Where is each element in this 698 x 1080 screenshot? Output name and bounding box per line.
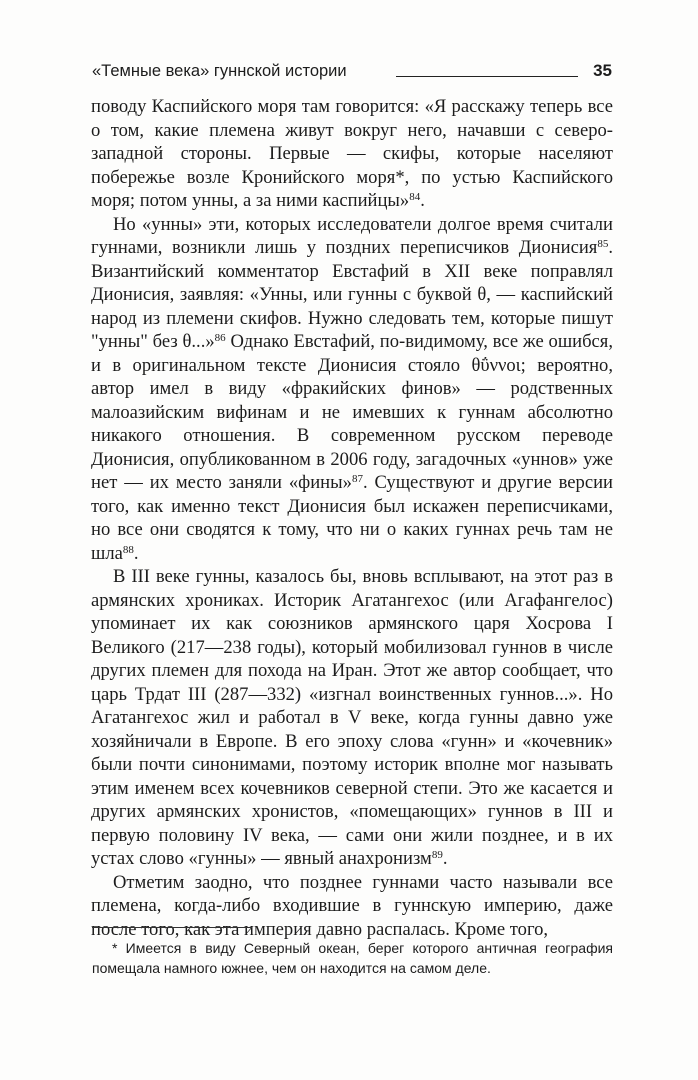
paragraph [91, 95, 613, 213]
footnote-ref: 88 [122, 543, 134, 556]
footnote [92, 938, 613, 978]
paragraph-text: . [133, 542, 139, 564]
paragraph-text: Отметим заодно, что позднее гуннами часто называли все племена, когда-либо входившие в гуннскую империю, даже после того, как эта империя давно распалась. Кроме того, [91, 871, 613, 940]
paragraph-text: В III веке гунны, казалось бы, вновь всплывают, на этот раз в армянских хрониках. Историк Агатангехос (или Агафангелос) упоминает их как союзников армянского царя Хосрова I Великого (217—238 годы), который мобилизовал гуннов в числе других племен для похода на Иран. Этот же автор сообщает, что царь Трдат III (287—332) «изгнал воинственных гуннов...». Но Агатангехос жил и работал в V веке, когда гунны давно уже хозяйничали в Европе. В его эпоху слова «гунн» и «кочевник» были почти синонимами, поэтому историк вполне мог называть этим именем всех кочевников северной степи. Это же касается и других армянских хронистов, «помещающих» гуннов в III и первую половину IV века, — сами они жили позднее, и в их устах слово «гунны» — явный анахронизм [91, 566, 613, 869]
paragraph-text: . [442, 848, 448, 869]
paragraph [91, 565, 613, 871]
paragraph-text: . Византийский комментатор Евстафий в XII веке поправлял Дионисия, заявляя: «Унны, или гунны с буквой θ, — каспийский народ из племени скифов. Нужно следовать тем, которые пишут "унны" без θ...» [91, 237, 613, 352]
paragraph-text: . Существуют и другие версии того, как именно текст Дионисия был искажен переписчиками, но все они сводятся к тому, что ни о каких гуннах речь там не шла [91, 472, 613, 564]
running-header [92, 62, 612, 86]
page-number: 35 [593, 61, 612, 80]
paragraph-text: Однако Евстафий, по-видимому, все же ошибся, и в оригинальном тексте Дионисия стояло θΰννοι; вероятно, автор имел в виду «фракийских финов» — родственных малоазийским вифинам и не имевших к гуннам абсолютно никакого отношения. В современном русском переводе Дионисия, опубликованном в 2006 году, загадочных «уннов» уже нет — их место заняли «фины» [91, 331, 614, 493]
footnote-ref: 89 [431, 849, 443, 861]
footnote-ref: 86 [214, 332, 226, 344]
footnote-ref: 87 [351, 473, 363, 485]
footnote-rule [92, 927, 252, 928]
footnote-text: * Имеется в виду Северный океан, берег которого античная география помещала намного южнее, чем он находится на самом деле. [92, 940, 613, 976]
header-rule [396, 76, 578, 77]
footnote-ref: 84 [409, 191, 421, 203]
running-title: «Темные века» гуннской истории [92, 62, 347, 80]
paragraph-text: поводу Каспийского моря там говорится: «Я расскажу теперь все о том, какие племена живут вокруг него, начавши с северо-западной стороны. Первые — скифы, которые населяют побережье возле Кронийского моря*, по устью Каспийского моря; потом унны, а за ними каспийцы» [91, 96, 613, 211]
body-text [91, 95, 613, 941]
footnote-ref: 85 [597, 238, 609, 250]
paragraph [91, 871, 613, 942]
paragraph-text: Но «унны» эти, которых исследователи долгое время считали гуннами, возникли лишь у поздних переписчиков Дионисия [91, 213, 613, 258]
paragraph-text: . [420, 190, 425, 211]
paragraph [91, 213, 613, 566]
